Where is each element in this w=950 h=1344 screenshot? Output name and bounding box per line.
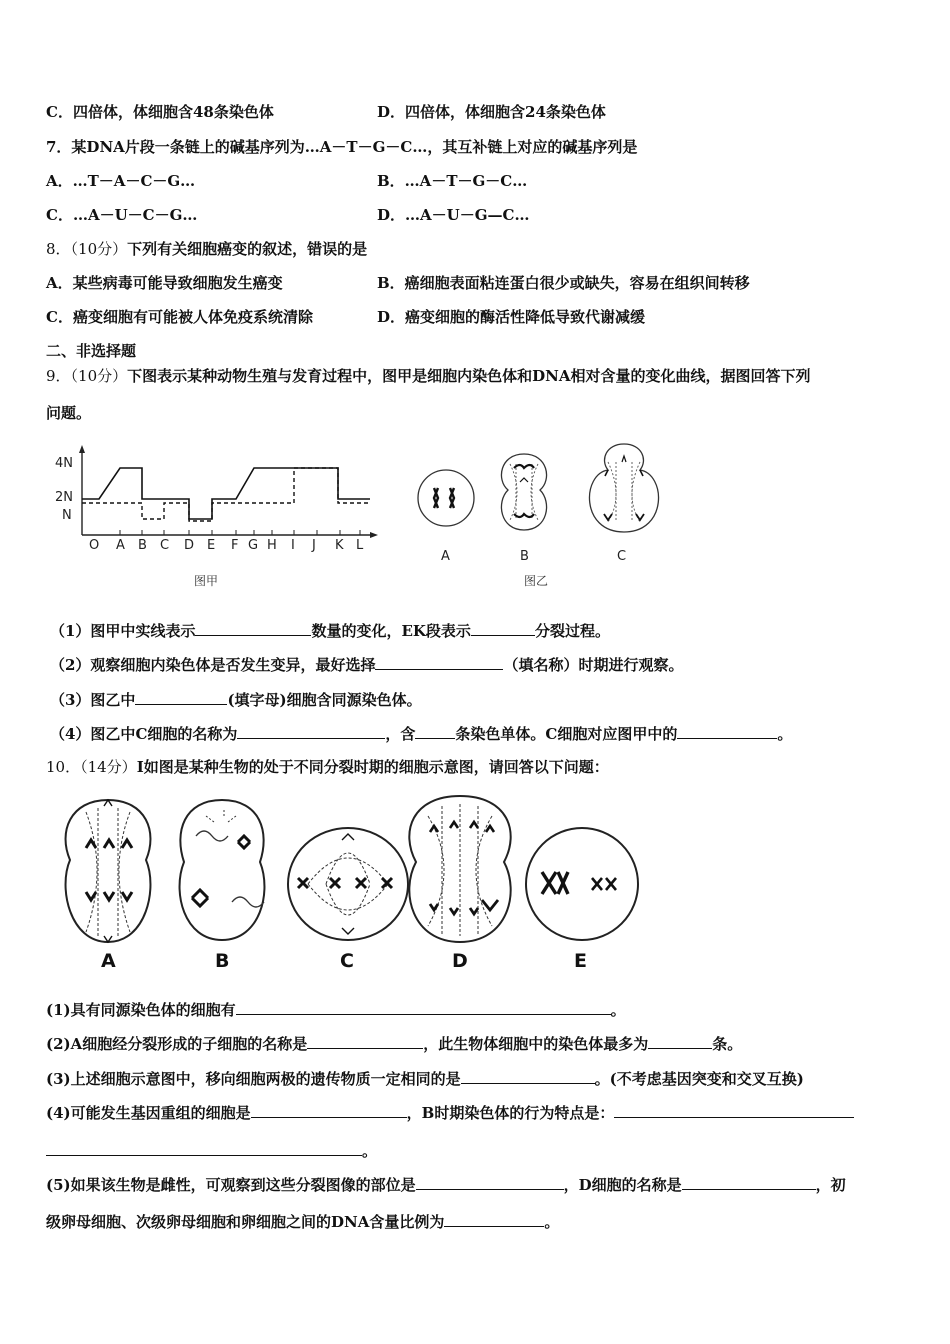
q9-sub3-part-b: (填字母)细胞含同源染色体。 xyxy=(227,691,422,709)
q10-sub2-part-b: ，此生物体细胞中的染色体最多为 xyxy=(423,1035,649,1053)
q9-cells-yi xyxy=(410,440,670,540)
x-axis-arrow xyxy=(370,532,378,538)
q10-sub4-part-c: 。 xyxy=(362,1142,378,1160)
cell-c-drawing xyxy=(589,444,658,532)
q10-sub5-cont xyxy=(46,1211,559,1232)
q8-option-b: B．癌细胞表面粘连蛋白很少或缺失，容易在组织间转移 xyxy=(377,274,750,292)
q10-sub1 xyxy=(46,999,626,1020)
q7-option-a: A．…T－A－C－G… xyxy=(46,172,196,190)
q10-sub5-part-c: ，初 xyxy=(815,1176,846,1194)
cell-label-a: A xyxy=(441,549,450,564)
x-label-g: G xyxy=(248,538,259,553)
q10-sub4-blank2-cont[interactable] xyxy=(46,1140,362,1156)
solid-dna-curve xyxy=(82,468,370,519)
q9-sub4-blank2[interactable] xyxy=(415,723,455,739)
dashed-chromosome-curve xyxy=(82,468,370,521)
q10-cell-b-drawing xyxy=(180,800,265,940)
q10-cell-figure xyxy=(56,792,646,950)
y-label-4n: 4N xyxy=(55,456,73,471)
y-label-2n: 2N xyxy=(55,490,73,505)
q10-sub5-blank2[interactable] xyxy=(682,1174,816,1190)
q9-sub4-part-c: 条染色单体。C细胞对应图甲中的 xyxy=(455,725,678,743)
q10-sub5-blank1[interactable] xyxy=(416,1174,564,1190)
x-label-j: J xyxy=(312,538,316,553)
q9-sub4-part-b: ，含 xyxy=(385,725,416,743)
cell-label-c: C xyxy=(617,549,627,564)
q9-sub2-blank[interactable] xyxy=(375,654,503,670)
q10-stem-text: I如图是某种生物的处于不同分裂时期的细胞示意图，请回答以下问题： xyxy=(136,758,609,776)
q10-cell-d-drawing xyxy=(409,796,510,942)
q10-cell-e-drawing xyxy=(526,828,638,940)
section-heading: 二、非选择题 xyxy=(46,342,137,360)
q10-sub2-blank1[interactable] xyxy=(307,1033,423,1049)
q9-stem xyxy=(46,366,811,386)
q10-sub4-cont xyxy=(46,1140,377,1161)
q10-label-d: D xyxy=(452,950,468,972)
q9-sub1-part-b: 数量的变化，EK段表示 xyxy=(311,622,471,640)
q10-sub4 xyxy=(46,1102,854,1123)
q10-sub5 xyxy=(46,1174,846,1195)
q9-sub1-part-a: （1）图甲中实线表示 xyxy=(50,622,196,640)
q9-sub1-blank1[interactable] xyxy=(195,620,311,636)
q10-label-c: C xyxy=(340,950,354,972)
cell-a-drawing xyxy=(418,470,474,526)
figure-jia-caption: 图甲 xyxy=(194,574,219,588)
q9-sub3-part-a: （3）图乙中 xyxy=(50,691,136,709)
q9-sub1 xyxy=(50,620,610,641)
q8-option-c: C．癌变细胞有可能被人体免疫系统清除 xyxy=(46,308,313,326)
q10-sub5-part-d: 级卵母细胞、次级卵母细胞和卵细胞之间的DNA含量比例为 xyxy=(46,1213,445,1231)
q10-sub5-part-e: 。 xyxy=(544,1213,560,1231)
q9-sub4-blank1[interactable] xyxy=(237,723,385,739)
q9-sub1-part-c: 分裂过程。 xyxy=(534,622,610,640)
q10-sub3-blank[interactable] xyxy=(461,1068,595,1084)
x-label-e: E xyxy=(207,538,216,553)
q10-sub5-blank3[interactable] xyxy=(444,1211,544,1227)
q10-label-a: A xyxy=(101,950,116,972)
q8-number: 8．（10分） xyxy=(46,240,128,258)
q10-number: 10．（14分） xyxy=(46,758,137,776)
q7-option-d: D．…A－U－G—C… xyxy=(377,206,530,224)
q10-sub2 xyxy=(46,1033,742,1054)
q7-stem: 7．某DNA片段一条链上的碱基序列为…A－T－G－C…，其互补链上对应的碱基序列是 xyxy=(46,138,638,156)
x-label-l: L xyxy=(356,538,364,553)
q10-label-e: E xyxy=(574,950,587,972)
q9-sub3-blank[interactable] xyxy=(135,689,227,705)
x-label-a: A xyxy=(116,538,125,553)
q10-stem xyxy=(46,757,609,777)
y-label-n: N xyxy=(62,508,72,523)
q8-option-d: D．癌变细胞的酶活性降低导致代谢减缓 xyxy=(377,308,646,326)
q9-sub4-blank3[interactable] xyxy=(677,723,777,739)
q9-sub4-part-d: 。 xyxy=(777,725,793,743)
q9-stem-text: 下图表示某种动物生殖与发育过程中，图甲是细胞内染色体和DNA相对含量的变化曲线，据图回答下列 xyxy=(127,367,811,385)
q10-sub1-blank[interactable] xyxy=(236,999,611,1015)
q10-sub2-part-c: 条。 xyxy=(712,1035,743,1053)
q10-sub2-part-a: (2)A细胞经分裂形成的子细胞的名称是 xyxy=(46,1035,308,1053)
q8-stem xyxy=(46,239,367,259)
figure-yi-caption: 图乙 xyxy=(524,574,549,588)
q9-sub3 xyxy=(50,689,422,710)
x-label-c: C xyxy=(160,538,170,553)
q6-option-c: C．四倍体，体细胞含48条染色体 xyxy=(46,103,274,121)
x-label-d: D xyxy=(184,538,195,553)
q10-sub1-part-b: 。 xyxy=(610,1001,626,1019)
x-label-f: F xyxy=(231,538,239,553)
q10-sub4-part-a: (4)可能发生基因重组的细胞是 xyxy=(46,1104,251,1122)
q6-option-d: D．四倍体，体细胞含24条染色体 xyxy=(377,103,606,121)
q7-option-c: C．…A－U－C－G… xyxy=(46,206,198,224)
q9-sub2-part-b: （填名称）时期进行观察。 xyxy=(503,656,684,674)
q10-label-b: B xyxy=(215,950,230,972)
x-label-b: B xyxy=(138,538,147,553)
q10-cell-a-drawing xyxy=(66,800,151,942)
cell-label-b: B xyxy=(520,549,529,564)
x-label-h: H xyxy=(267,538,277,553)
y-axis-arrow xyxy=(79,445,85,453)
q10-sub3-part-a: (3)上述细胞示意图中，移向细胞两极的遗传物质一定相同的是 xyxy=(46,1070,461,1088)
q9-sub4-part-a: （4）图乙中C细胞的名称为 xyxy=(50,725,238,743)
q10-sub4-part-b: ，B时期染色体的行为特点是： xyxy=(406,1104,615,1122)
q9-graph-jia xyxy=(52,444,382,559)
q9-sub1-blank2[interactable] xyxy=(471,620,535,636)
q10-sub5-part-b: ，D细胞的名称是 xyxy=(563,1176,682,1194)
q8-stem-text: 下列有关细胞癌变的叙述，错误的是 xyxy=(127,240,368,258)
q10-sub4-blank2[interactable] xyxy=(614,1102,854,1118)
q10-sub3 xyxy=(46,1068,804,1089)
q9-sub2 xyxy=(50,654,683,675)
q9-sub2-part-a: （2）观察细胞内染色体是否发生变异，最好选择 xyxy=(50,656,376,674)
q10-sub2-blank2[interactable] xyxy=(648,1033,712,1049)
q10-sub1-part-a: (1)具有同源染色体的细胞有 xyxy=(46,1001,236,1019)
q9-sub4 xyxy=(50,723,792,744)
x-label-i: I xyxy=(291,538,295,553)
q10-sub3-part-b: 。(不考虑基因突变和交叉互换) xyxy=(594,1070,804,1088)
q10-sub4-blank1[interactable] xyxy=(251,1102,407,1118)
x-label-o: O xyxy=(89,538,100,553)
cell-b-drawing xyxy=(501,454,546,530)
q7-option-b: B．…A－T－G－C… xyxy=(377,172,528,190)
q9-stem-cont: 问题。 xyxy=(46,404,92,422)
x-label-k: K xyxy=(335,538,344,553)
q10-cell-c-drawing xyxy=(288,828,408,940)
q9-number: 9．（10分） xyxy=(46,367,128,385)
q8-option-a: A．某些病毒可能导致细胞发生癌变 xyxy=(46,274,283,292)
q10-sub5-part-a: (5)如果该生物是雌性，可观察到这些分裂图像的部位是 xyxy=(46,1176,416,1194)
